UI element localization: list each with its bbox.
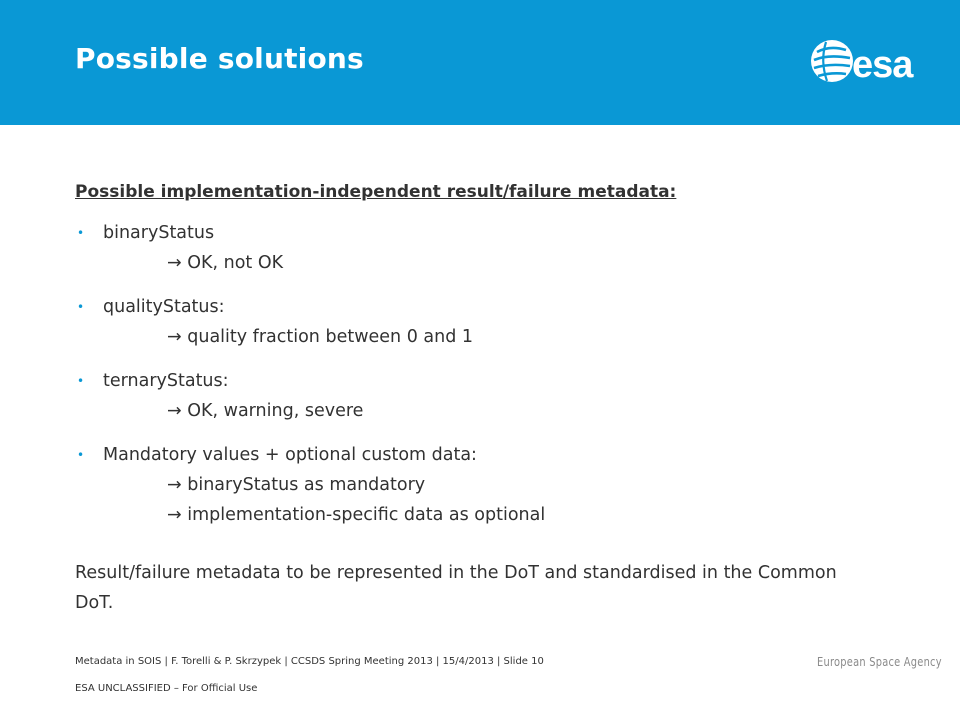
- classification-label: ESA UNCLASSIFIED – For Official Use: [75, 683, 258, 694]
- bullet-list: [75, 218, 875, 530]
- bullet-sub-item: [103, 396, 875, 426]
- bullet-sub-item: [103, 322, 875, 352]
- bullet-label: qualityStatus:: [103, 297, 225, 317]
- slide-title: Possible solutions: [75, 42, 364, 75]
- bullet-sub-text: implementation-specific data as optional: [187, 505, 546, 525]
- bullet-dot-icon: •: [77, 448, 85, 462]
- bullet-label: binaryStatus: [103, 223, 215, 243]
- bullet-dot-icon: •: [77, 300, 85, 314]
- bullet-sub-text: OK, not OK: [187, 253, 284, 273]
- bullet-item: [75, 218, 875, 278]
- summary-paragraph: Result/failure metadata to be represented in the DoT and standardised in the Common DoT.: [75, 563, 837, 613]
- bullet-item: [75, 440, 875, 530]
- subheading: Possible implementation-independent result/failure metadata:: [75, 182, 677, 202]
- bullet-label: Mandatory values + optional custom data:: [103, 445, 477, 465]
- bullet-dot-icon: •: [77, 226, 85, 240]
- bullet-sub-text: quality fraction between 0 and 1: [187, 327, 474, 347]
- bullet-sub-item: [103, 248, 875, 278]
- bullet-sub-text: binaryStatus as mandatory: [187, 475, 426, 495]
- bullet-sub-item: [103, 500, 875, 530]
- agency-name: European Space Agency: [817, 655, 942, 669]
- arrow-icon: →: [167, 327, 182, 347]
- bullet-item: [75, 366, 875, 426]
- slide-content: [75, 180, 875, 618]
- footer-meta: Metadata in SOIS | F. Torelli & P. Skrzypek | CCSDS Spring Meeting 2013 | 15/4/2013 | Slide 10: [75, 656, 544, 667]
- arrow-icon: →: [167, 475, 182, 495]
- esa-logo-text: esa: [852, 44, 913, 86]
- bullet-dot-icon: •: [77, 374, 85, 388]
- header-bar: [0, 0, 960, 125]
- bullet-sub-text: OK, warning, severe: [187, 401, 364, 421]
- bullet-sub-item: [103, 470, 875, 500]
- bullet-label: ternaryStatus:: [103, 371, 229, 391]
- esa-logo: [808, 36, 938, 88]
- arrow-icon: →: [167, 505, 182, 525]
- arrow-icon: →: [167, 401, 182, 421]
- arrow-icon: →: [167, 253, 182, 273]
- bullet-item: [75, 292, 875, 352]
